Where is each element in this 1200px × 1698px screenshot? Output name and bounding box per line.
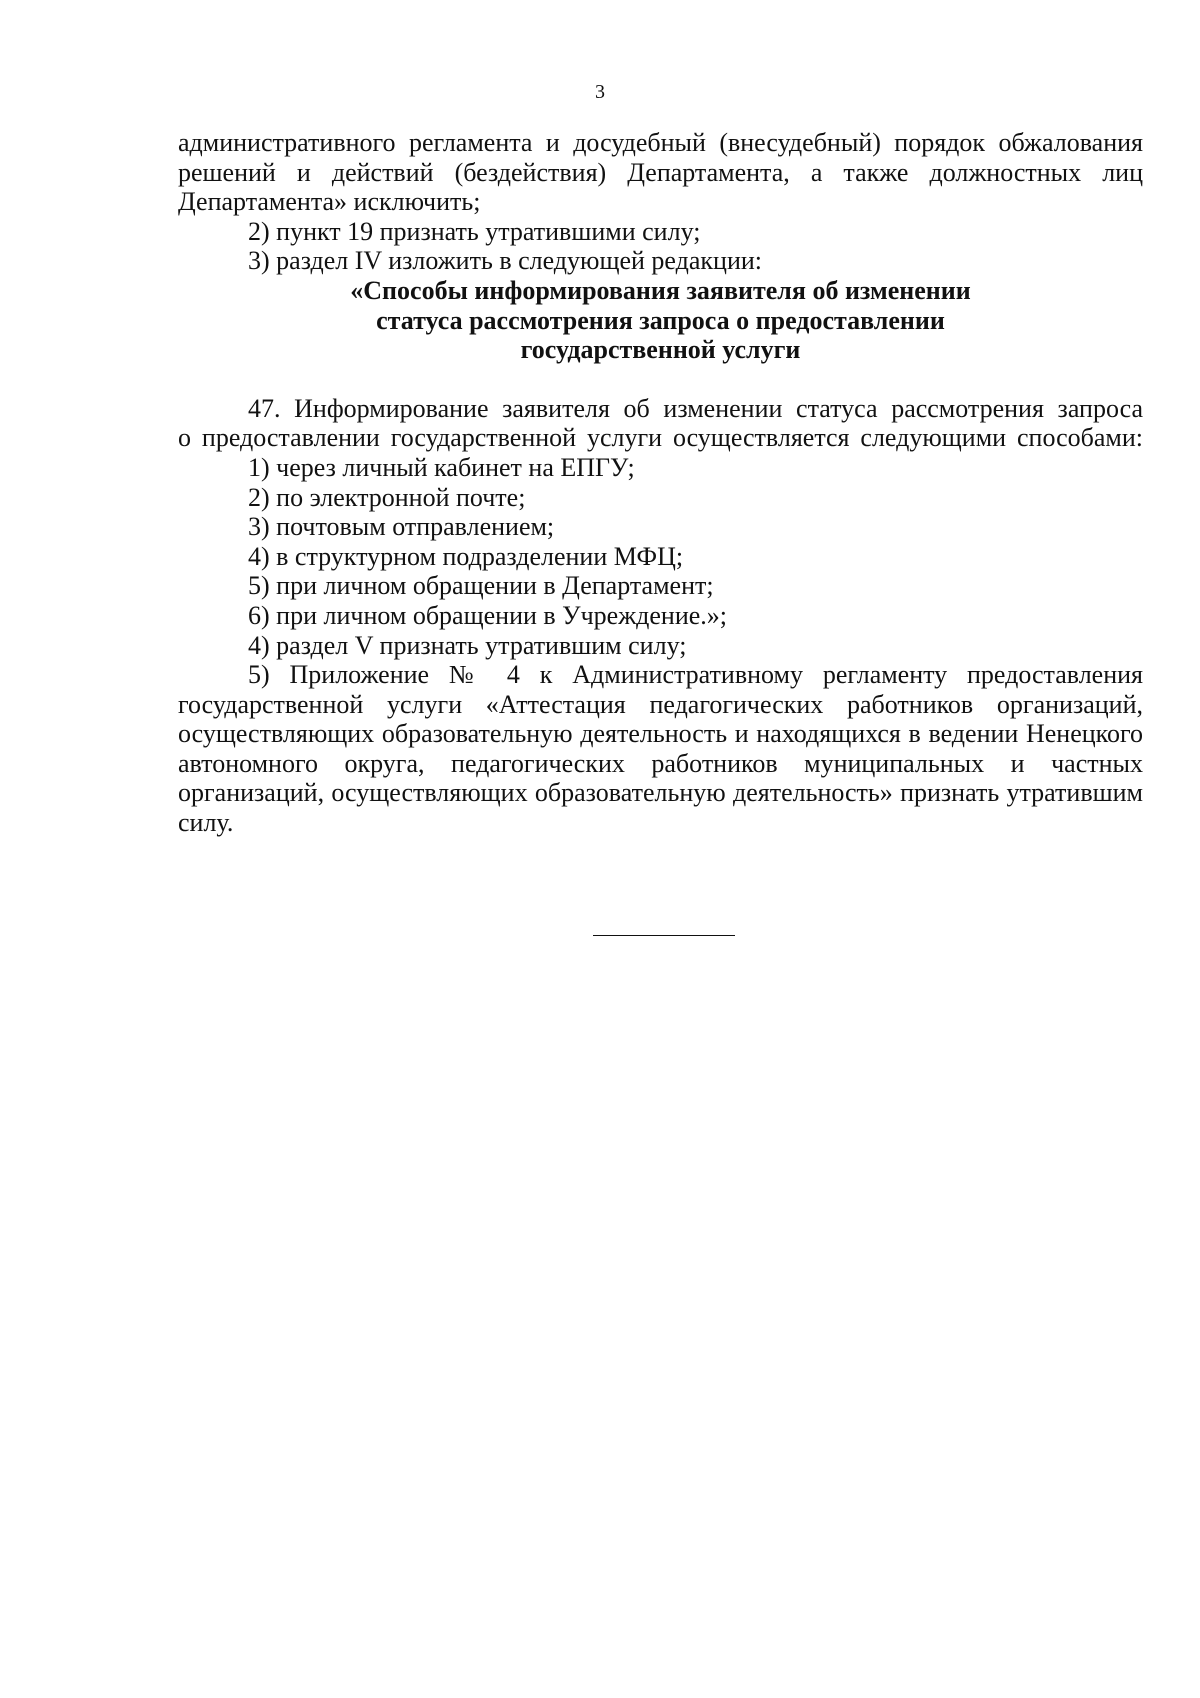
- amendment-item-2: 2) пункт 19 признать утратившими силу;: [248, 216, 701, 246]
- amendment-item-5-line-1: 5) Приложение № 4 к Административному регламенту предоставления: [248, 660, 1143, 690]
- amendment-item-5-line-5: организаций, осуществляющих образовательную деятельность» признать утратившим: [178, 778, 1143, 808]
- amendment-item-5-line-2: государственной услуги «Аттестация педагогических работников организаций,: [178, 689, 1143, 719]
- amendment-item-5-line-6: силу.: [178, 808, 234, 838]
- amendment-item-3: 3) раздел IV изложить в следующей редакции:: [248, 246, 762, 276]
- clause-47-line-1: 47. Информирование заявителя об изменении статуса рассмотрения запроса: [248, 393, 1143, 423]
- method-item-5: 5) при личном обращении в Департамент;: [248, 571, 714, 601]
- amendment-item-4: 4) раздел V признать утратившим силу;: [248, 630, 687, 660]
- method-item-6: 6) при личном обращении в Учреждение.»;: [248, 600, 728, 630]
- amendment-item-5-line-3: осуществляющих образовательную деятельность и находящихся в ведении Ненецкого: [178, 719, 1143, 749]
- section-heading-line-1: «Способы информирования заявителя об изменении: [350, 275, 971, 305]
- end-of-text-divider: [593, 935, 735, 936]
- method-item-3: 3) почтовым отправлением;: [248, 512, 555, 542]
- intro-line-2: решений и действий (бездействия) Департамента, а также должностных лиц: [178, 157, 1143, 187]
- document-body: [178, 128, 1143, 838]
- clause-47-line-2: о предоставлении государственной услуги осуществляется следующими способами:: [178, 423, 1143, 453]
- section-heading-line-3: государственной услуги: [520, 335, 801, 365]
- method-item-1: 1) через личный кабинет на ЕПГУ;: [248, 452, 635, 482]
- intro-line-3: Департамента» исключить;: [178, 187, 481, 217]
- amendment-item-5-line-4: автономного округа, педагогических работников муниципальных и частных: [178, 748, 1143, 778]
- method-item-2: 2) по электронной почте;: [248, 482, 526, 512]
- intro-line-1: административного регламента и досудебный (внесудебный) порядок обжалования: [178, 128, 1143, 157]
- page-number: 3: [595, 81, 605, 103]
- section-heading-line-2: статуса рассмотрения запроса о предоставлении: [376, 305, 945, 335]
- method-item-4: 4) в структурном подразделении МФЦ;: [248, 541, 684, 571]
- section-spacer: [178, 365, 1143, 394]
